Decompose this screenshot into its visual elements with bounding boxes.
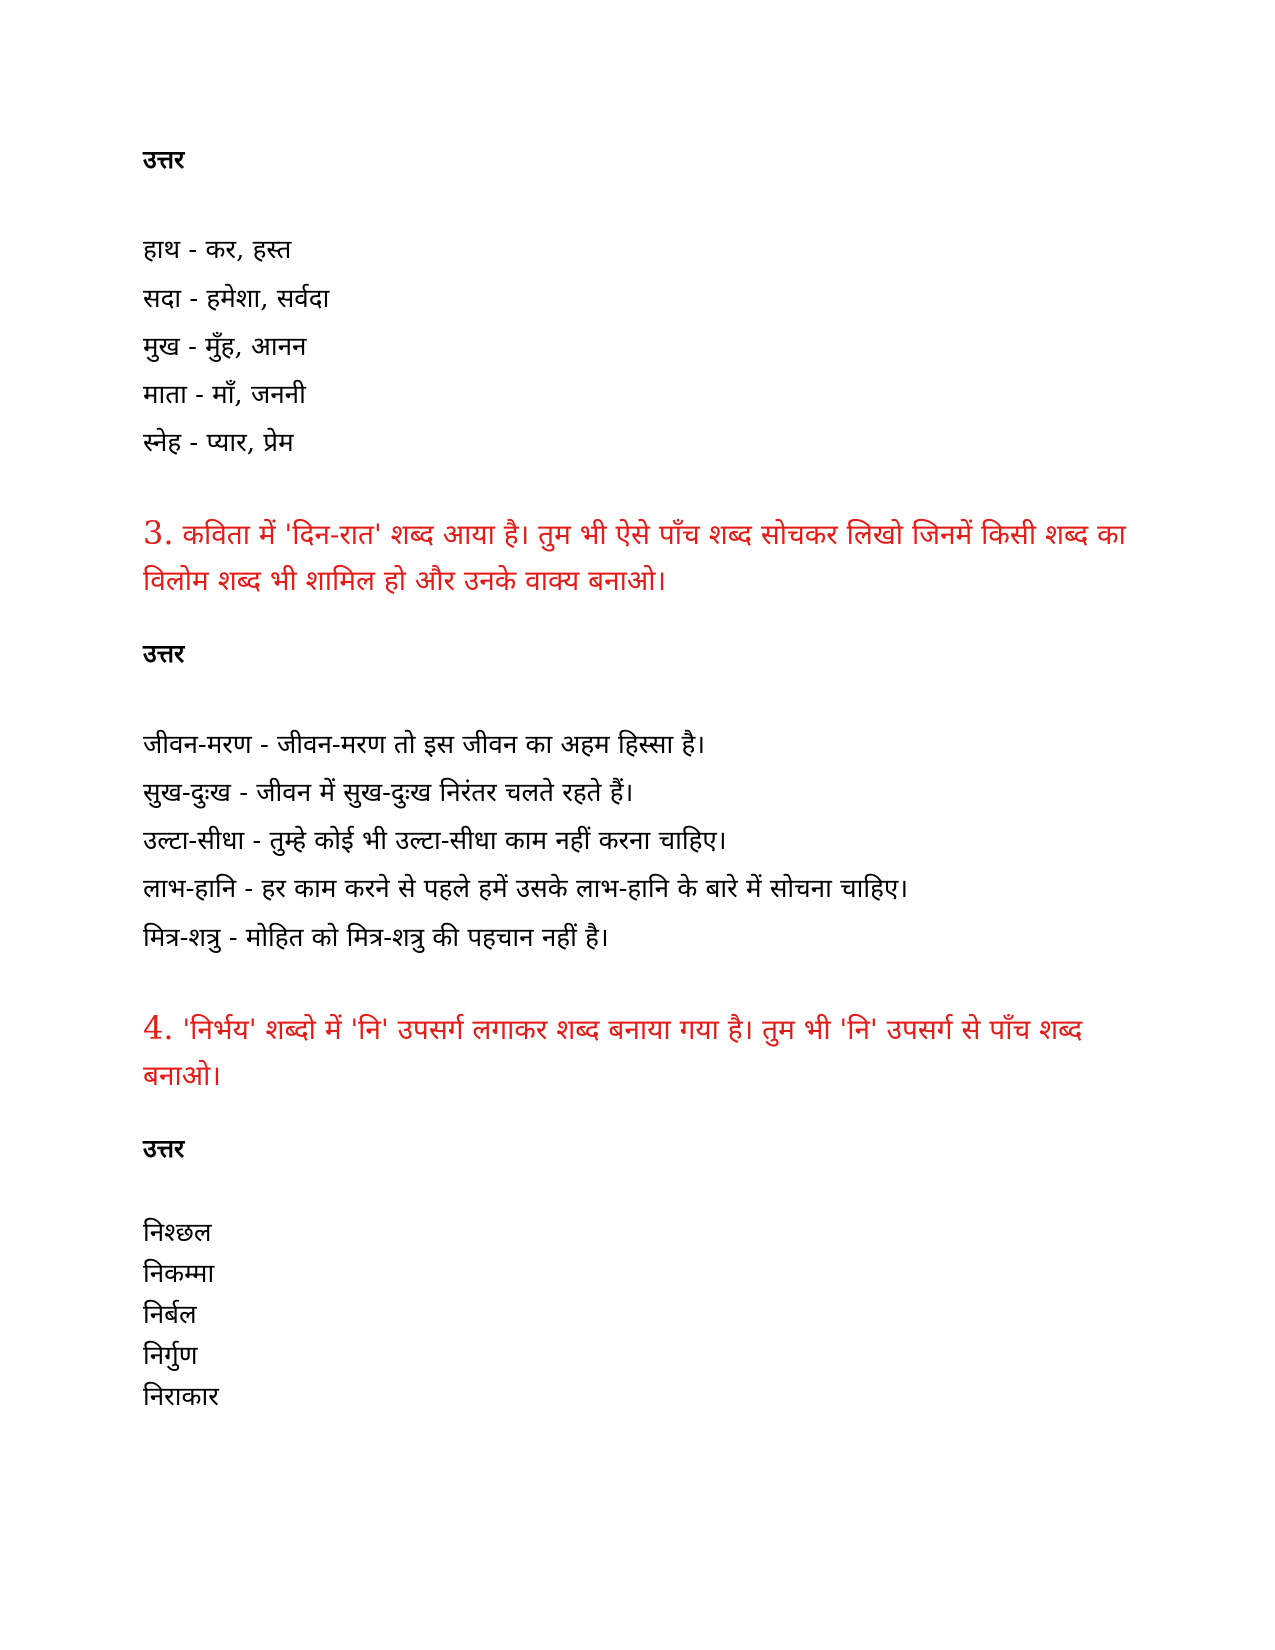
antonym-sentence-line: उल्टा-सीधा - तुम्हे कोई भी उल्टा-सीधा काम नहीं करना चाहिए।	[143, 826, 727, 856]
prefix-word: निर्बल	[143, 1300, 197, 1330]
question-3-text: कविता में 'दिन-रात' शब्द आया है। तुम भी ऐसे पाँच शब्द सोचकर लिखो जिनमें किसी शब्द का विलोम शब्द भी शामिल हो और उनके वाक्य बनाओ।	[143, 518, 1126, 597]
question-3	[143, 510, 1143, 604]
prefix-word: निराकार	[143, 1382, 219, 1412]
question-4-number: 4.	[143, 1009, 174, 1047]
answer-heading-1: उत्तर	[143, 145, 185, 174]
prefix-word: निर्गुण	[143, 1341, 198, 1371]
question-4	[143, 1005, 1143, 1099]
answer-heading-4: उत्तर	[143, 1134, 185, 1163]
answer-heading-3: उत्तर	[143, 639, 185, 668]
synonym-line: सदा - हमेशा, सर्वदा	[143, 284, 330, 314]
antonym-sentence-line: जीवन-मरण - जीवन-मरण तो इस जीवन का अहम हिस्सा है।	[143, 730, 706, 760]
synonym-line: मुख - मुँह, आनन	[143, 332, 307, 362]
antonym-sentence-line: सुख-दुःख - जीवन में सुख-दुःख निरंतर चलते रहते हैं।	[143, 778, 634, 808]
synonym-line: हाथ - कर, हस्त	[143, 235, 292, 265]
antonym-sentence-line: मित्र-शत्रु - मोहित को मित्र-शत्रु की पहचान नहीं है।	[143, 923, 609, 953]
prefix-word: निश्छल	[143, 1218, 212, 1248]
antonym-sentence-line: लाभ-हानि - हर काम करने से पहले हमें उसके लाभ-हानि के बारे में सोचना चाहिए।	[143, 874, 909, 904]
synonym-line: माता - माँ, जननी	[143, 380, 306, 410]
synonym-line: स्नेह - प्यार, प्रेम	[143, 428, 294, 458]
question-3-number: 3.	[143, 514, 174, 552]
prefix-word: निकम्मा	[143, 1259, 215, 1289]
question-4-text: 'निर्भय' शब्दो में 'नि' उपसर्ग लगाकर शब्द बनाया गया है। तुम भी 'नि' उपसर्ग से पाँच शब्द बनाओ।	[143, 1013, 1083, 1092]
